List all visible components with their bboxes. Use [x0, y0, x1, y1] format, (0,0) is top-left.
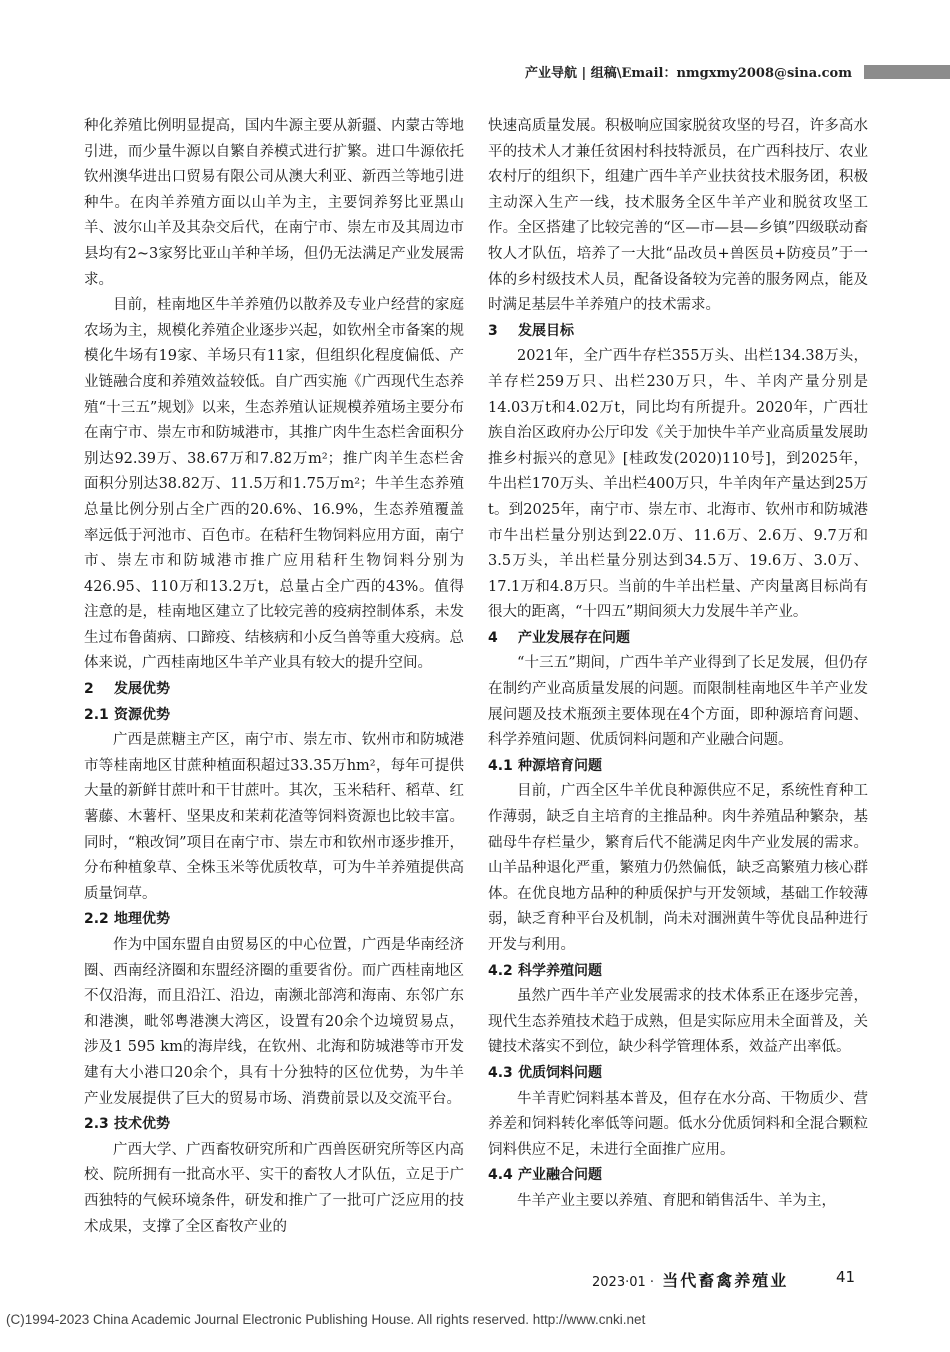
section-title: 科学养殖问题 [518, 962, 602, 979]
subsection-heading [84, 1112, 464, 1138]
issue-label: 2023·01 · [592, 1275, 655, 1290]
subsection-heading [84, 907, 464, 933]
paragraph: 作为中国东盟自由贸易区的中心位置，广西是华南经济圈、西南经济圈和东盟经济圈的重要省份。而广西桂南地区不仅沿海，而且沿江、沿边，南濒北部湾和海南、东邻广东和港澳，毗邻粤港澳大湾区，设置有20余个边境贸易点，涉及1 595 km的海岸线，在钦州、北海和防城港等市开发建有大小港口20余个，具有十分独特的区位优势，为牛羊产业发展提供了巨大的贸易市场、消费前景以及交流平台。 [84, 937, 464, 1107]
section-title: 优质饲料问题 [518, 1064, 602, 1081]
section-title: 发展优势 [114, 681, 170, 698]
subsection-heading [488, 1163, 868, 1189]
left-column [84, 114, 464, 1240]
subsection-heading [488, 959, 868, 985]
subsection-heading [84, 703, 464, 729]
section-heading [84, 677, 464, 703]
section-heading [488, 626, 868, 652]
section-heading [488, 319, 868, 345]
journal-info [592, 1268, 788, 1291]
page-footer [0, 1268, 950, 1292]
paragraph: 牛羊产业主要以养殖、育肥和销售活牛、羊为主， [517, 1192, 836, 1209]
section-number: 2.1 [84, 706, 109, 723]
paragraph: “十三五”期间，广西牛羊产业得到了长足发展，但仍存在制约产业高质量发展的问题。而限制桂南地区牛羊产业发展问题及技术瓶颈主要体现在4个方面，即种源培育问题、科学养殖问题、优质饲料问题和产业融合问题。 [488, 655, 868, 749]
paragraph: 广西是蔗糖主产区，南宁市、崇左市、钦州市和防城港市等桂南地区甘蔗种植面积超过33.35万hm²，每年可提供大量的新鲜甘蔗叶和干甘蔗叶。其次，玉米秸秆、稻草、红薯藤、木薯杆、坚果皮和茉莉花渣等饲料资源也比较丰富。同时，“粮改饲”项目在南宁市、崇左市和钦州市逐步推开，分布种植象草、全株玉米等优质牧草，可为牛羊养殖提供高质量饲草。 [84, 732, 464, 902]
paragraph: 广西大学、广西畜牧研究所和广西兽医研究所等区内高校、院所拥有一批高水平、实干的畜牧人才队伍，立足于广西独特的气候环境条件，研发和推广了一批可广泛应用的技术成果，支撑了全区畜牧产业的 [84, 1141, 464, 1235]
section-number: 4.1 [488, 757, 513, 774]
paragraph: 牛羊青贮饲料基本普及，但存在水分高、干物质少、营养差和饲料转化率低等问题。低水分优质饲料和全混合颗粒饲料供应不足，未进行全面推广应用。 [488, 1090, 868, 1158]
section-title: 种源培育问题 [518, 757, 602, 774]
paragraph: 快速高质量发展。积极响应国家脱贫攻坚的号召，许多高水平的技术人才兼任贫困村科技特派员，在广西科技厅、农业农村厅的组织下，组建广西牛羊产业扶贫技术服务团，积极主动深入生产一线，技术服务全区牛羊产业和脱贫攻坚工作。全区搭建了比较完善的“区—市—县—乡镇”四级联动畜牧人才队伍，培养了一大批“品改员+兽医员+防疫员”于一体的乡村级技术人员，配备设备较为完善的服务网点，能及时满足基层牛羊养殖户的技术需求。 [488, 118, 868, 314]
paragraph: 2021年，全广西牛存栏355万头、出栏134.38万头，羊存栏259万只、出栏230万只，牛、羊肉产量分别是14.03万t和4.02万t，同比均有所提升。2020年，广西壮族自治区政府办公厅印发《关于加快牛羊产业高质量发展助推乡村振兴的意见》[桂政发(2020)110号]，到2025年，牛出栏170万头、羊出栏400万只，牛羊肉年产量达到25万t。到2025年，南宁市、崇左市、北海市、钦州市和防城港市牛出栏量分别达到22.0万、11.6万、2.6万、9.7万和3.5万头，羊出栏量分别达到34.5万、19.6万、3.0万、17.1万和4.8万只。当前的牛羊出栏量、产肉量离目标尚有很大的距离，“十四五”期间须大力发展牛羊产业。 [488, 348, 868, 621]
section-number: 4.2 [488, 962, 513, 979]
section-number: 2.2 [84, 911, 109, 928]
page-header [0, 60, 950, 84]
section-number: 4 [488, 629, 498, 646]
paragraph: 种化养殖比例明显提高，国内牛源主要从新疆、内蒙古等地引进，而少量牛源以自繁自养模式进行扩繁。进口牛源依托钦州澳华进出口贸易有限公司从澳大利亚、新西兰等地引进种牛。在肉羊养殖方面以山羊为主，主要饲养努比亚黑山羊、波尔山羊及其杂交后代，在南宁市、崇左市及其周边市县均有2~3家努比亚山羊种羊场，但仍无法满足产业发展需求。 [84, 118, 464, 288]
right-column [488, 114, 868, 1215]
paragraph: 虽然广西牛羊产业发展需求的技术体系正在逐步完善，现代生态养殖技术趋于成熟，但是实际应用未全面普及，关键技术落实不到位，缺少科学管理体系，效益产出率低。 [488, 988, 868, 1056]
paragraph: 目前，广西全区牛羊优良种源供应不足，系统性育种工作薄弱，缺乏自主培育的主推品种。肉牛养殖品种繁杂，基础母牛存栏量少，繁育后代不能满足肉牛产业发展的需求。山羊品种退化严重，繁殖力仍然偏低，缺乏高繁殖力核心群体。在优良地方品种的种质保护与开发领域，基础工作较薄弱，缺乏育种平台及机制，尚未对涠洲黄牛等优良品种进行开发与利用。 [488, 783, 868, 953]
section-title: 产业融合问题 [518, 1167, 602, 1184]
section-number: 3 [488, 322, 498, 339]
copyright-notice: (C)1994-2023 China Academic Journal Electronic Publishing House. All rights reserved. http://www.cnki.net [6, 1312, 646, 1327]
paragraph: 目前，桂南地区牛羊养殖仍以散养及专业户经营的家庭农场为主，规模化养殖企业逐步兴起，如钦州全市备案的规模化牛场有19家、羊场只有11家，但组织化程度偏低、产业链融合度和养殖效益较低。自广西实施《广西现代生态养殖“十三五”规划》以来，生态养殖认证规模养殖场主要分布在南宁市、崇左市和防城港市，其推广肉牛生态栏舍面积分别达92.39万、38.67万和7.82万m²；推广肉羊生态栏舍面积分别达38.82万、11.5万和1.75万m²；牛羊生态养殖总量比例分别占全广西的20.6%、16.9%，生态养殖覆盖率远低于河池市、百色市。在秸秆生物饲料应用方面，南宁市、崇左市和防城港市推广应用秸秆生物饲料分别为426.95、110万和13.2万t，总量占全广西的43%。值得注意的是，桂南地区建立了比较完善的疫病控制体系，未发生过布鲁菌病、口蹄疫、结核病和小反刍兽等重大疫病。总体来说，广西桂南地区牛羊产业具有较大的提升空间。 [84, 297, 464, 672]
subsection-heading [488, 1061, 868, 1087]
section-number: 2.3 [84, 1116, 109, 1133]
header-text: 产业导航 | 组稿\Email：nmgxmy2008@sina.com [524, 66, 852, 81]
page-number: 41 [836, 1268, 856, 1286]
section-title: 产业发展存在问题 [518, 629, 630, 646]
section-number: 2 [84, 681, 94, 698]
journal-name: 当代畜禽养殖业 [662, 1271, 789, 1290]
section-title: 发展目标 [518, 322, 574, 339]
section-number: 4.3 [488, 1064, 513, 1081]
header-decoration-bar [864, 65, 950, 79]
section-title: 资源优势 [114, 706, 170, 723]
section-title: 技术优势 [114, 1116, 170, 1133]
subsection-heading [488, 754, 868, 780]
section-number: 4.4 [488, 1167, 513, 1184]
section-title: 地理优势 [114, 911, 170, 928]
